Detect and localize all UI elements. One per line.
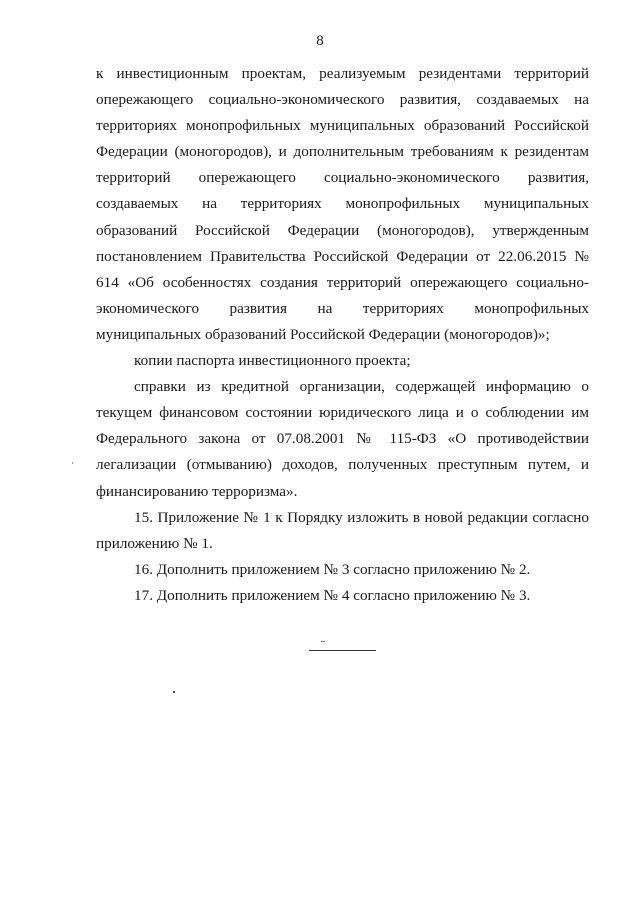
document-body	[96, 61, 589, 609]
scan-speck	[72, 462, 73, 464]
paragraph-passport-copies: копии паспорта инвестиционного проекта;	[134, 352, 411, 370]
separator-tick-mark	[321, 641, 325, 642]
paragraph-item-17: 17. Дополнить приложением № 4 согласно приложению № 3.	[134, 586, 531, 604]
page-number: 8	[316, 33, 324, 49]
scan-speck	[173, 691, 175, 693]
paragraph-requirements: к инвестиционным проектам, реализуемым резидентами территорий опережающего социально-экономического развития, создаваемых на территориях монопрофильных муниципальных образований Российской Федерации (моногородов), и дополнительным требованиям к резидентам территорий опережающего социально-экономического развития, создаваемых на территориях монопрофильных муниципальных образований Российской Федерации (моногородов), утвержденным постановлением Правительства Российской Федерации от 22.06.2015 № 614 «Об особенностях создания территорий опережающего социально-экономического развития на территориях монопрофильных муниципальных образований Российской Федерации (моногородов)»;	[96, 65, 589, 343]
paragraph-item-16: 16. Дополнить приложением № 3 согласно приложению № 2.	[134, 560, 531, 578]
paragraph-item-15: 15. Приложение № 1 к Порядку изложить в новой редакции согласно приложению № 1.	[96, 508, 589, 552]
paragraph-bank-certificate: справки из кредитной организации, содержащей информацию о текущем финансовом состоянии юридического лица и о соблюдении им Федерального закона от 07.08.2001 № 115-ФЗ «О противодействии легализации (отмыванию) доходов, полученных преступным путем, и финансированию терроризма».	[96, 378, 589, 500]
end-separator-line	[309, 650, 376, 651]
